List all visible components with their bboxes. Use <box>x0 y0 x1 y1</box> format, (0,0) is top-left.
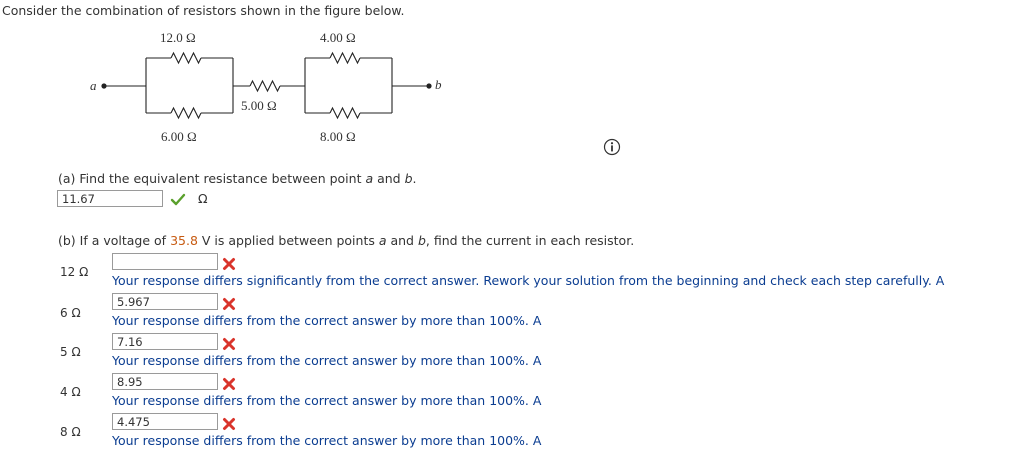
part-b-prompt: (b) If a voltage of 35.8 V is applied between points a and b, find the current in each resistor. <box>58 233 635 248</box>
current-8-field[interactable]: 4.475 <box>112 413 218 430</box>
row-label-8: 8 Ω <box>60 425 81 439</box>
part-a-unit: Ω <box>198 191 208 206</box>
current-6-field[interactable]: 5.967 <box>112 293 218 310</box>
part-a-answer-field[interactable]: 11.67 <box>57 190 163 207</box>
label-r12: 12.0 Ω <box>160 30 196 45</box>
label-r4: 4.00 Ω <box>320 30 356 45</box>
incorrect-x-icon <box>222 257 236 271</box>
feedback-12: Your response differs significantly from the correct answer. Rework your solution from the beginning and check each step carefully. A <box>112 273 945 288</box>
resistor-4 <box>330 53 360 63</box>
resistor-8 <box>330 108 360 118</box>
node-b-dot <box>426 83 431 88</box>
checkmark-icon <box>170 193 186 207</box>
feedback-8: Your response differs from the correct answer by more than 100%. A <box>112 433 542 448</box>
current-5-field[interactable]: 7.16 <box>112 333 218 350</box>
label-r6: 6.00 Ω <box>161 129 197 144</box>
incorrect-x-icon <box>222 417 236 431</box>
feedback-4: Your response differs from the correct answer by more than 100%. A <box>112 393 542 408</box>
current-12-field[interactable] <box>112 253 218 270</box>
resistor-6 <box>171 108 201 118</box>
label-node-a: a <box>90 78 97 93</box>
row-label-5: 5 Ω <box>60 345 81 359</box>
question-intro: Consider the combination of resistors shown in the figure below. <box>2 3 405 18</box>
label-r5: 5.00 Ω <box>241 98 277 113</box>
info-icon[interactable] <box>603 138 621 156</box>
row-label-12: 12 Ω <box>60 265 89 279</box>
resistor-5 <box>250 81 280 91</box>
label-r8: 8.00 Ω <box>320 129 356 144</box>
voltage-value: 35.8 <box>170 233 198 248</box>
row-label-6: 6 Ω <box>60 306 81 320</box>
incorrect-x-icon <box>222 377 236 391</box>
feedback-5: Your response differs from the correct answer by more than 100%. A <box>112 353 542 368</box>
incorrect-x-icon <box>222 297 236 311</box>
row-label-4: 4 Ω <box>60 385 81 399</box>
part-a-prompt: (a) Find the equivalent resistance between point a and b. <box>58 171 417 186</box>
incorrect-x-icon <box>222 337 236 351</box>
label-node-b: b <box>435 77 442 92</box>
resistor-12 <box>171 53 201 63</box>
feedback-6: Your response differs from the correct answer by more than 100%. A <box>112 313 542 328</box>
node-a-dot <box>101 83 106 88</box>
current-4-field[interactable]: 8.95 <box>112 373 218 390</box>
circuit-diagram <box>0 0 1012 160</box>
